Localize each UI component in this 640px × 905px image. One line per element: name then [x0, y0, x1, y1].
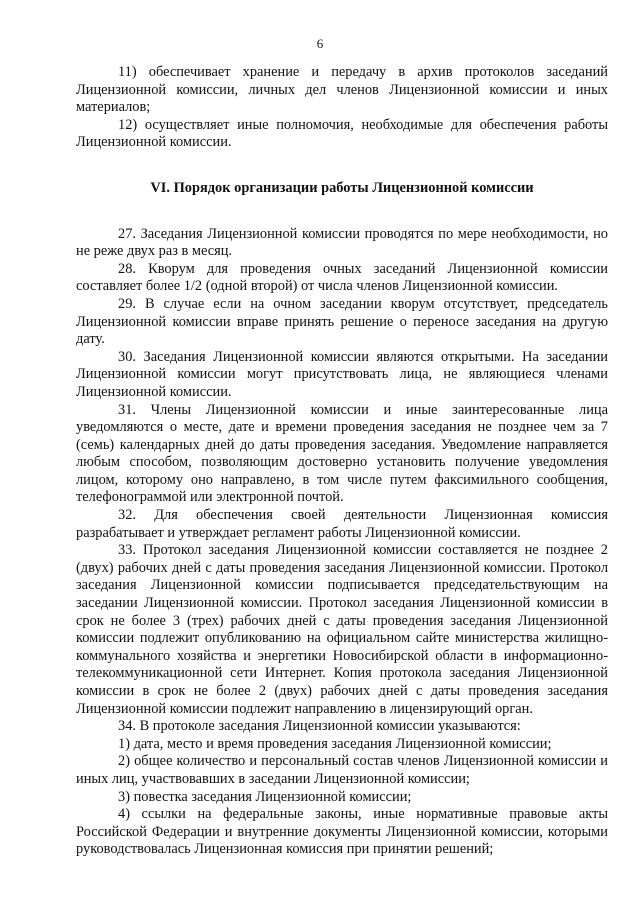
- paragraph-28: 28. Кворум для проведения очных заседаний Лицензионной комиссии составляет более 1/2 (одной второй) от числа членов Лицензионной комиссии.: [76, 260, 608, 295]
- paragraph-34: 34. В протоколе заседания Лицензионной комиссии указываются:: [118, 718, 521, 735]
- list-item-3: 3) повестка заседания Лицензионной комиссии;: [118, 788, 412, 805]
- page-number: 6: [316, 36, 324, 51]
- paragraph-31: 31. Члены Лицензионной комиссии и иные заинтересованные лица уведомляются о месте, дате и времени проведения заседания не позднее чем за 7 (семь) календарных дней до даты проведения заседания. Уведомление направляется любым способом, позволяющим достоверно установить получение уведомления лицом, которому оно направлено, в том числе путем факсимильного сообщения, телефонограммой или электронной почтой.: [76, 401, 608, 506]
- paragraph-32: 32. Для обеспечения своей деятельности Лицензионная комиссия разрабатывает и утверждает регламент работы Лицензионной комиссии.: [76, 507, 608, 541]
- paragraph-12: 12) осуществляет иные полномочия, необходимые для обеспечения работы Лицензионной комиссии.: [76, 116, 608, 151]
- paragraph-27: 27. Заседания Лицензионной комиссии проводятся по мере необходимости, но не реже двух раз в месяц.: [76, 225, 608, 260]
- paragraph-30: 30. Заседания Лицензионной комиссии являются открытыми. На заседании Лицензионной комиссии могут присутствовать лица, не являющиеся членами Лицензионной комиссии.: [76, 348, 608, 400]
- list-item-4: 4) ссылки на федеральные законы, иные нормативные правовые акты Российской Федерации и внутренние документы Лицензионной комиссии, которыми руководствовалась Лицензионная комиссия при принятии решений;: [76, 806, 608, 858]
- paragraph-11: 11) обеспечивает хранение и передачу в архив протоколов заседаний Лицензионной комиссии, личных дел членов Лицензионной комиссии и иных материалов;: [76, 64, 608, 116]
- list-item-1: 1) дата, место и время проведения заседания Лицензионной комиссии;: [118, 735, 552, 752]
- paragraph-33: 33. Протокол заседания Лицензионной комиссии составляется не позднее 2 (двух) рабочих дней с даты проведения заседания Лицензионной комиссии. Протокол заседания Лицензионной комиссии подписывается председательствующим на заседании Лицензионной комиссии. Протокол заседания Лицензионной комиссии в срок не более 3 (трех) рабочих дней с даты проведения заседания Лицензионной комиссии подлежит опубликованию на официальном сайте министерства жилищно-коммунального хозяйства и энергетики Новосибирской области в информационно-телекоммуникационной сети Интернет. Копия протокола заседания Лицензионной комиссии в срок не более 2 (двух) рабочих дней с даты проведения заседания Лицензионной комиссии подлежит направлению в лицензирующий орган.: [76, 542, 608, 717]
- list-item-2: 2) общее количество и персональный состав членов Лицензионной комиссии и иных лиц, участвовавших в заседании Лицензионной комиссии;: [76, 753, 608, 787]
- document-body: [76, 64, 608, 859]
- paragraph-29: 29. В случае если на очном заседании кворум отсутствует, председатель Лицензионной комиссии вправе принять решение о переносе заседания на другую дату.: [76, 295, 608, 348]
- section-heading: VI. Порядок организации работы Лицензионной комиссии: [150, 179, 534, 196]
